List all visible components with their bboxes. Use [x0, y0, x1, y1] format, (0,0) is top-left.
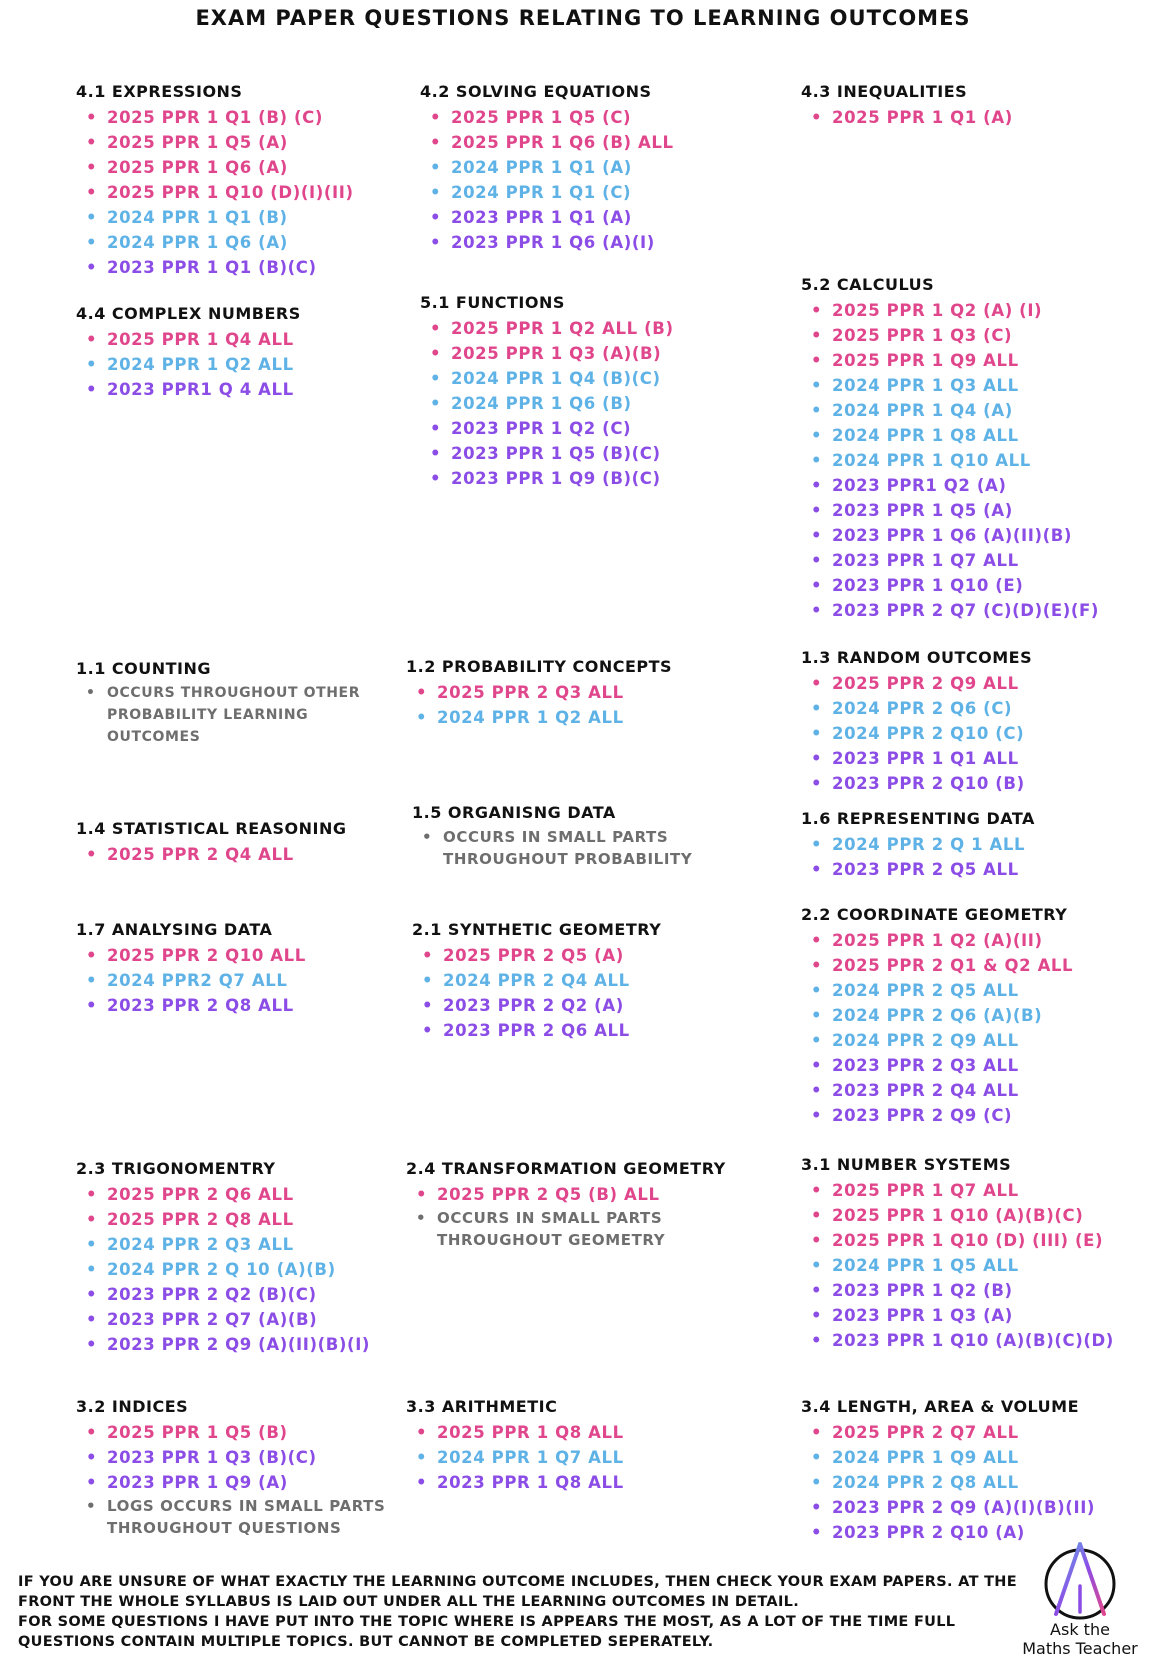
section-heading: 1.7 ANALYSING DATA	[76, 920, 273, 939]
section-heading: 1.4 STATISTICAL REASONING	[76, 819, 347, 838]
question-item-2025: • 2025 PPR 1 Q5 (B)	[76, 1420, 386, 1445]
section-4-4-complex-numbers	[76, 304, 376, 402]
section-heading: 3.4 LENGTH, AREA & VOLUME	[801, 1397, 1080, 1416]
question-item-2025: • 2025 PPR 1 Q5 (C)	[420, 105, 760, 130]
question-item-2024: • 2024 PPR 2 Q6 (C)	[801, 696, 1161, 721]
section-heading: 1.3 RANDOM OUTCOMES	[801, 648, 1033, 667]
question-item-2025: • 2025 PPR 1 Q10 (A)(B)(C)	[801, 1203, 1161, 1228]
question-item-2023: • 2023 PPR 2 Q10 (B)	[801, 771, 1161, 796]
question-item-2023: • 2023 PPR 1 Q2 (B)	[801, 1278, 1161, 1303]
question-item-2023: • 2023 PPR 2 Q5 ALL	[801, 857, 1161, 882]
question-list	[801, 105, 1141, 130]
question-item-2024: • 2024 PPR 1 Q2 ALL	[406, 705, 746, 730]
question-item-2025: • 2025 PPR 1 Q7 ALL	[801, 1178, 1161, 1203]
question-item-2023: • 2023 PPR 1 Q5 (A)	[801, 498, 1161, 523]
question-item-2024: • 2024 PPR 1 Q5 ALL	[801, 1253, 1161, 1278]
question-item-2023: • 2023 PPR 2 Q8 ALL	[76, 993, 386, 1018]
question-list	[801, 1420, 1161, 1545]
section-heading: 4.1 EXPRESSIONS	[76, 82, 243, 101]
question-list	[801, 832, 1161, 882]
footer-note	[18, 1572, 1018, 1652]
section-heading: 4.3 INEQUALITIES	[801, 82, 968, 101]
section-2-4-transformation-geometry	[406, 1159, 746, 1251]
question-item-2025: • 2025 PPR 2 Q8 ALL	[76, 1207, 386, 1232]
question-item-2025: • 2025 PPR 1 Q10 (D) (III) (E)	[801, 1228, 1161, 1253]
section-4-3-inequalities	[801, 82, 1141, 130]
question-list	[801, 928, 1161, 1128]
section-5-1-functions	[420, 293, 760, 491]
question-item-2023: • 2023 PPR 2 Q2 (A)	[412, 993, 752, 1018]
section-3-4-length-area-volume	[801, 1397, 1161, 1545]
question-item-2025: • 2025 PPR 1 Q6 (A)	[76, 155, 376, 180]
question-list	[76, 943, 386, 1018]
question-item-2025: • 2025 PPR 2 Q9 ALL	[801, 671, 1161, 696]
question-list	[406, 1420, 746, 1495]
footer-line-1: IF YOU ARE UNSURE OF WHAT EXACTLY THE LEARNING OUTCOME INCLUDES, THEN CHECK YOUR EXAM PAPERS. AT THE FRONT THE WHOLE SYLLABUS IS LAID OUT UNDER ALL THE LEARNING OUTCOMES IN DETAIL.	[18, 1574, 1017, 1610]
question-list	[801, 671, 1161, 796]
section-heading: 2.1 SYNTHETIC GEOMETRY	[412, 920, 662, 939]
question-item-2023: • 2023 PPR 2 Q4 ALL	[801, 1078, 1161, 1103]
section-5-2-calculus	[801, 275, 1161, 623]
section-1-5-organising-data	[412, 803, 752, 870]
question-item-2024: • 2024 PPR 1 Q1 (B)	[76, 205, 376, 230]
section-heading: 2.4 TRANSFORMATION GEOMETRY	[406, 1159, 726, 1178]
question-item-2023: • 2023 PPR 1 Q10 (E)	[801, 573, 1161, 598]
question-item-2024: • 2024 PPR 1 Q10 ALL	[801, 448, 1161, 473]
question-item-2025: • 2025 PPR 1 Q4 ALL	[76, 327, 376, 352]
note-item: • OCCURS IN SMALL PARTS THROUGHOUT GEOMETRY	[406, 1207, 746, 1251]
question-item-2023: • 2023 PPR 2 Q7 (A)(B)	[76, 1307, 386, 1332]
question-list	[76, 105, 376, 280]
section-heading: 2.3 TRIGONOMENTRY	[76, 1159, 276, 1178]
question-list	[406, 1182, 746, 1251]
question-item-2023: • 2023 PPR 1 Q1 ALL	[801, 746, 1161, 771]
question-item-2024: • 2024 PPR 1 Q1 (A)	[420, 155, 760, 180]
question-item-2025: • 2025 PPR 2 Q1 & Q2 ALL	[801, 953, 1161, 978]
question-item-2024: • 2024 PPR 1 Q3 ALL	[801, 373, 1161, 398]
question-item-2023: • 2023 PPR 2 Q7 (C)(D)(E)(F)	[801, 598, 1161, 623]
question-item-2024: • 2024 PPR 2 Q5 ALL	[801, 978, 1161, 1003]
question-item-2025: • 2025 PPR 1 Q10 (D)(I)(II)	[76, 180, 376, 205]
question-item-2025: • 2025 PPR 1 Q3 (C)	[801, 323, 1161, 348]
section-2-1-synthetic-geometry	[412, 920, 752, 1043]
question-item-2025: • 2025 PPR 2 Q6 ALL	[76, 1182, 386, 1207]
section-3-2-indices	[76, 1397, 386, 1539]
question-item-2024: • 2024 PPR 1 Q8 ALL	[801, 423, 1161, 448]
question-item-2025: • 2025 PPR 2 Q3 ALL	[406, 680, 746, 705]
question-item-2024: • 2024 PPR 1 Q6 (B)	[420, 391, 760, 416]
question-item-2023: • 2023 PPR 2 Q2 (B)(C)	[76, 1282, 386, 1307]
question-item-2023: • 2023 PPR 2 Q9 (C)	[801, 1103, 1161, 1128]
note-item: • LOGS OCCURS IN SMALL PARTS THROUGHOUT QUESTIONS	[76, 1495, 386, 1539]
section-4-2-solving-equations	[420, 82, 760, 255]
section-heading: 3.2 INDICES	[76, 1397, 189, 1416]
section-4-1-expressions	[76, 82, 376, 280]
section-1-4-statistical-reasoning	[76, 819, 386, 867]
question-item-2025: • 2025 PPR 1 Q5 (A)	[76, 130, 376, 155]
question-item-2023: • 2023 PPR 1 Q7 ALL	[801, 548, 1161, 573]
question-item-2023: • 2023 PPR 2 Q9 (A)(II)(B)(I)	[76, 1332, 386, 1357]
page-title: EXAM PAPER QUESTIONS RELATING TO LEARNING OUTCOMES	[195, 6, 971, 30]
question-item-2023: • 2023 PPR 2 Q10 (A)	[801, 1520, 1161, 1545]
question-item-2024: • 2024 PPR 2 Q9 ALL	[801, 1028, 1161, 1053]
question-item-2023: • 2023 PPR 1 Q3 (B)(C)	[76, 1445, 386, 1470]
question-list	[412, 943, 752, 1043]
question-item-2023: • 2023 PPR1 Q 4 ALL	[76, 377, 376, 402]
question-item-2025: • 2025 PPR 1 Q6 (B) ALL	[420, 130, 760, 155]
question-item-2023: • 2023 PPR 1 Q6 (A)(I)	[420, 230, 760, 255]
question-item-2023: • 2023 PPR 1 Q10 (A)(B)(C)(D)	[801, 1328, 1161, 1353]
question-list	[76, 327, 376, 402]
section-heading: 2.2 COORDINATE GEOMETRY	[801, 905, 1068, 924]
logo-emblem-icon	[1040, 1540, 1120, 1624]
question-list	[76, 1182, 386, 1357]
question-list	[76, 842, 386, 867]
question-list	[420, 105, 760, 255]
section-3-1-number-systems	[801, 1155, 1161, 1353]
question-item-2024: • 2024 PPR 1 Q9 ALL	[801, 1445, 1161, 1470]
section-heading: 5.1 FUNCTIONS	[420, 293, 565, 312]
question-list	[412, 826, 752, 870]
section-1-3-random-outcomes	[801, 648, 1161, 796]
section-1-2-probability-concepts	[406, 657, 746, 730]
question-item-2023: • 2023 PPR 1 Q3 (A)	[801, 1303, 1161, 1328]
section-heading: 1.1 COUNTING	[76, 659, 212, 678]
question-item-2024: • 2024 PPR 1 Q4 (B)(C)	[420, 366, 760, 391]
section-3-3-arithmetic	[406, 1397, 746, 1495]
section-1-6-representing-data	[801, 809, 1161, 882]
section-heading: 1.5 ORGANISNG DATA	[412, 803, 616, 822]
question-item-2025: • 2025 PPR 1 Q3 (A)(B)	[420, 341, 760, 366]
section-heading: 3.3 ARITHMETIC	[406, 1397, 558, 1416]
section-1-7-analysing-data	[76, 920, 386, 1018]
question-list	[76, 1420, 386, 1539]
note-item: • OCCURS THROUGHOUT OTHER PROBABILITY LEARNING OUTCOMES	[76, 682, 386, 748]
question-list	[420, 316, 760, 491]
question-item-2025: • 2025 PPR 1 Q8 ALL	[406, 1420, 746, 1445]
question-item-2025: • 2025 PPR 2 Q5 (B) ALL	[406, 1182, 746, 1207]
question-item-2024: • 2024 PPR 2 Q 1 ALL	[801, 832, 1161, 857]
question-item-2023: • 2023 PPR 1 Q9 (B)(C)	[420, 466, 760, 491]
question-list	[406, 680, 746, 730]
section-1-1-counting	[76, 659, 386, 748]
question-item-2024: • 2024 PPR 2 Q3 ALL	[76, 1232, 386, 1257]
ask-the-maths-teacher-logo	[1005, 1540, 1155, 1670]
section-2-2-coordinate-geometry	[801, 905, 1161, 1128]
question-item-2024: • 2024 PPR2 Q7 ALL	[76, 968, 386, 993]
question-item-2023: • 2023 PPR 1 Q8 ALL	[406, 1470, 746, 1495]
question-item-2025: • 2025 PPR 1 Q9 ALL	[801, 348, 1161, 373]
section-heading: 1.6 REPRESENTING DATA	[801, 809, 1035, 828]
question-item-2024: • 2024 PPR 2 Q4 ALL	[412, 968, 752, 993]
question-list	[801, 1178, 1161, 1353]
section-heading: 4.2 SOLVING EQUATIONS	[420, 82, 652, 101]
question-item-2024: • 2024 PPR 1 Q2 ALL	[76, 352, 376, 377]
question-item-2023: • 2023 PPR 2 Q9 (A)(I)(B)(II)	[801, 1495, 1161, 1520]
section-heading: 1.2 PROBABILITY CONCEPTS	[406, 657, 673, 676]
question-item-2023: • 2023 PPR 1 Q5 (B)(C)	[420, 441, 760, 466]
question-item-2025: • 2025 PPR 1 Q2 ALL (B)	[420, 316, 760, 341]
question-list	[76, 682, 386, 748]
question-item-2024: • 2024 PPR 1 Q6 (A)	[76, 230, 376, 255]
logo-text-line-2: Maths Teacher	[1022, 1639, 1138, 1658]
question-item-2023: • 2023 PPR 1 Q1 (A)	[420, 205, 760, 230]
section-heading: 5.2 CALCULUS	[801, 275, 935, 294]
question-item-2023: • 2023 PPR 1 Q6 (A)(II)(B)	[801, 523, 1161, 548]
question-item-2025: • 2025 PPR 1 Q2 (A)(II)	[801, 928, 1161, 953]
question-item-2025: • 2025 PPR 1 Q2 (A) (I)	[801, 298, 1161, 323]
question-item-2025: • 2025 PPR 1 Q1 (A)	[801, 105, 1141, 130]
question-list	[801, 298, 1161, 623]
section-heading: 3.1 NUMBER SYSTEMS	[801, 1155, 1012, 1174]
question-item-2024: • 2024 PPR 2 Q 10 (A)(B)	[76, 1257, 386, 1282]
question-item-2023: • 2023 PPR 2 Q3 ALL	[801, 1053, 1161, 1078]
logo-text-line-1: Ask the	[1050, 1620, 1110, 1639]
question-item-2023: • 2023 PPR 2 Q6 ALL	[412, 1018, 752, 1043]
question-item-2024: • 2024 PPR 2 Q8 ALL	[801, 1470, 1161, 1495]
question-item-2025: • 2025 PPR 2 Q5 (A)	[412, 943, 752, 968]
question-item-2023: • 2023 PPR 1 Q9 (A)	[76, 1470, 386, 1495]
section-2-3-trigonometry	[76, 1159, 386, 1357]
question-item-2025: • 2025 PPR 1 Q1 (B) (C)	[76, 105, 376, 130]
section-heading: 4.4 COMPLEX NUMBERS	[76, 304, 301, 323]
question-item-2023: • 2023 PPR 1 Q1 (B)(C)	[76, 255, 376, 280]
question-item-2024: • 2024 PPR 2 Q10 (C)	[801, 721, 1161, 746]
question-item-2024: • 2024 PPR 2 Q6 (A)(B)	[801, 1003, 1161, 1028]
note-item: • OCCURS IN SMALL PARTS THROUGHOUT PROBABILITY	[412, 826, 752, 870]
question-item-2023: • 2023 PPR1 Q2 (A)	[801, 473, 1161, 498]
question-item-2025: • 2025 PPR 2 Q7 ALL	[801, 1420, 1161, 1445]
question-item-2024: • 2024 PPR 1 Q1 (C)	[420, 180, 760, 205]
footer-line-2: FOR SOME QUESTIONS I HAVE PUT INTO THE TOPIC WHERE IS APPEARS THE MOST, AS A LOT OF THE TIME FULL QUESTIONS CONTAIN MULTIPLE TOPICS. BUT CANNOT BE COMPLETED SEPERATELY.	[18, 1614, 956, 1650]
question-item-2025: • 2025 PPR 2 Q10 ALL	[76, 943, 386, 968]
question-item-2024: • 2024 PPR 1 Q4 (A)	[801, 398, 1161, 423]
question-item-2025: • 2025 PPR 2 Q4 ALL	[76, 842, 386, 867]
question-item-2024: • 2024 PPR 1 Q7 ALL	[406, 1445, 746, 1470]
question-item-2023: • 2023 PPR 1 Q2 (C)	[420, 416, 760, 441]
